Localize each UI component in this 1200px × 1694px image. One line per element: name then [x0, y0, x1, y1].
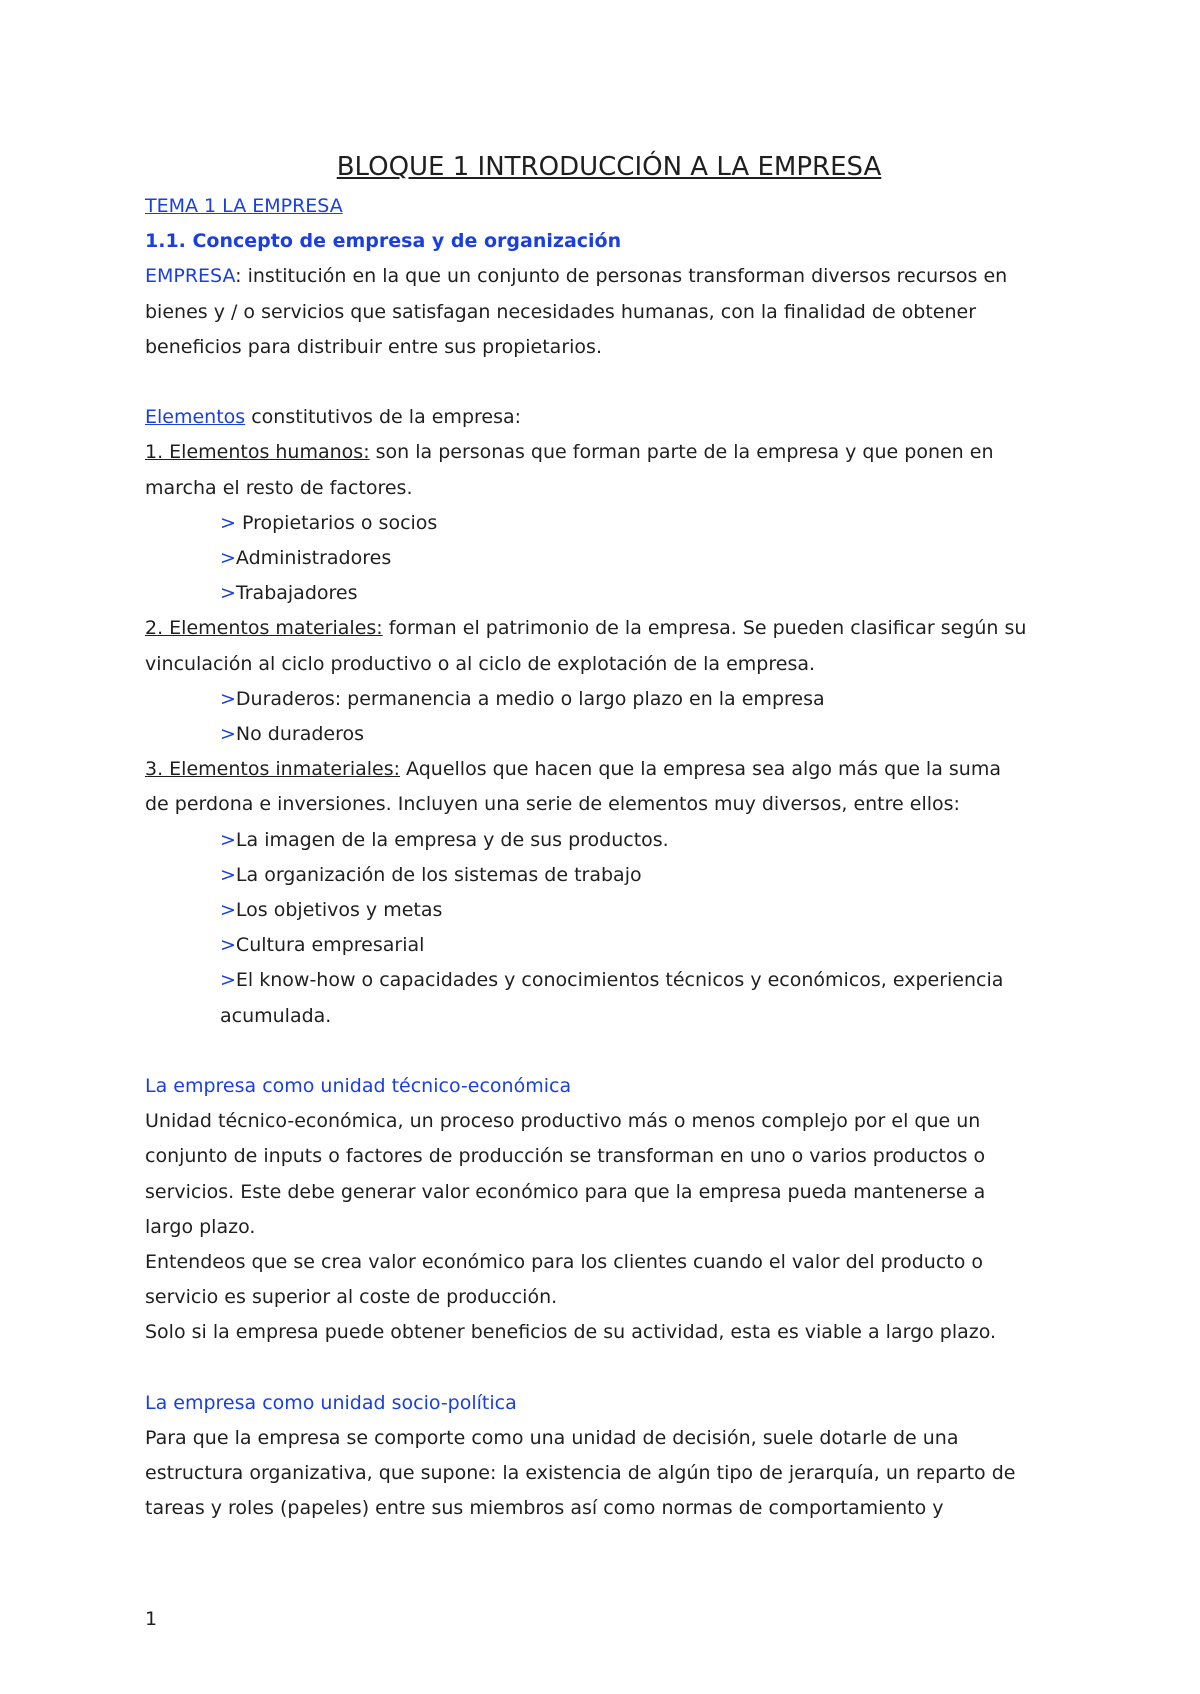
inmateriales-label: 3. Elementos inmateriales:: [145, 758, 401, 781]
tecnico-line: Solo si la empresa puede obtener beneficios de su actividad, esta es viable a largo plazo.: [145, 1321, 997, 1344]
list-item: >No duraderos: [220, 723, 365, 746]
materiales-label: 2. Elementos materiales:: [145, 617, 383, 640]
tecnico-line: servicio es superior al coste de producción.: [145, 1286, 558, 1309]
arrow-marker: >: [220, 899, 236, 922]
socio-heading: La empresa como unidad socio-política: [145, 1391, 517, 1414]
socio-line: Para que la empresa se comporte como una unidad de decisión, suele dotarle de una: [145, 1427, 959, 1450]
materiales-line: vinculación al ciclo productivo o al ciclo de explotación de la empresa.: [145, 652, 816, 675]
socio-line: estructura organizativa, que supone: la existencia de algún tipo de jerarquía, un reparto de: [145, 1462, 1016, 1485]
list-item: >La organización de los sistemas de trabajo: [220, 863, 642, 886]
page-content: [145, 145, 1075, 1527]
elementos-intro: Elementos constitutivos de la empresa:: [145, 406, 522, 429]
arrow-marker: >: [220, 687, 236, 710]
page-title: BLOQUE 1 INTRODUCCIÓN A LA EMPRESA: [336, 152, 882, 182]
empresa-term: EMPRESA: [145, 265, 236, 288]
arrow-marker: >: [220, 723, 236, 746]
materiales-paragraph: 2. Elementos materiales: forman el patrimonio de la empresa. Se pueden clasificar según su: [145, 617, 1027, 640]
inmateriales-paragraph: 3. Elementos inmateriales: Aquellos que hacen que la empresa sea algo más que la suma: [145, 758, 1001, 781]
arrow-marker: >: [220, 828, 236, 851]
section-heading: 1.1. Concepto de empresa y de organización: [145, 230, 622, 253]
list-item: >Duraderos: permanencia a medio o largo plazo en la empresa: [220, 687, 825, 710]
list-item: >Trabajadores: [220, 582, 358, 605]
empresa-definition-line: EMPRESA: institución en la que un conjunto de personas transforman diversos recursos en: [145, 265, 1008, 288]
tecnico-heading: La empresa como unidad técnico-económica: [145, 1075, 572, 1098]
tecnico-line: Unidad técnico-económica, un proceso productivo más o menos complejo por el que un: [145, 1110, 981, 1133]
tecnico-line: conjunto de inputs o factores de producción se transforman en uno o varios productos o: [145, 1145, 986, 1168]
inmateriales-line: de perdona e inversiones. Incluyen una serie de elementos muy diversos, entre ellos:: [145, 793, 960, 816]
list-item: >La imagen de la empresa y de sus productos.: [220, 828, 669, 851]
list-item: >El know-how o capacidades y conocimientos técnicos y económicos, experiencia: [220, 969, 1004, 992]
list-item: > Propietarios o socios: [220, 511, 438, 534]
page-number: 1: [145, 1608, 158, 1630]
humanos-paragraph: 1. Elementos humanos: son la personas que forman parte de la empresa y que ponen en: [145, 441, 994, 464]
elementos-link[interactable]: Elementos: [145, 406, 246, 429]
humanos-label: 1. Elementos humanos:: [145, 441, 370, 464]
arrow-marker: >: [220, 934, 236, 957]
list-item: >Cultura empresarial: [220, 934, 425, 957]
empresa-definition-line: beneficios para distribuir entre sus propietarios.: [145, 335, 602, 358]
arrow-marker: >: [220, 582, 236, 605]
tecnico-line: largo plazo.: [145, 1215, 256, 1238]
arrow-marker: >: [220, 511, 236, 534]
arrow-marker: >: [220, 863, 236, 886]
arrow-marker: >: [220, 547, 236, 570]
tecnico-line: servicios. Este debe generar valor económico para que la empresa pueda mantenerse a: [145, 1180, 986, 1203]
list-item: >Administradores: [220, 547, 392, 570]
list-item: >Los objetivos y metas: [220, 899, 443, 922]
empresa-definition-line: bienes y / o servicios que satisfagan necesidades humanas, con la finalidad de obtener: [145, 300, 977, 323]
humanos-line: marcha el resto de factores.: [145, 476, 413, 499]
tema-heading: TEMA 1 LA EMPRESA: [145, 195, 343, 217]
arrow-marker: >: [220, 969, 236, 992]
list-item-continuation: acumulada.: [220, 1004, 332, 1027]
socio-line: tareas y roles (papeles) entre sus miembros así como normas de comportamiento y: [145, 1497, 944, 1520]
tecnico-line: Entendeos que se crea valor económico para los clientes cuando el valor del producto o: [145, 1251, 984, 1274]
